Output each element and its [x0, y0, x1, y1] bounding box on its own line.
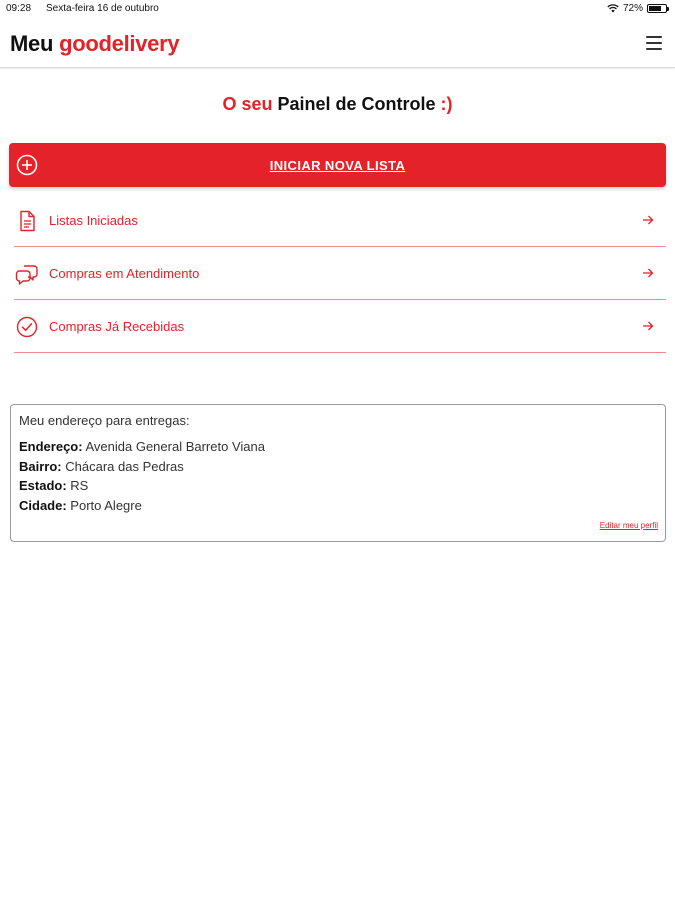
menu-item-compras-ja-recebidas[interactable] [14, 300, 666, 353]
page-title [0, 94, 675, 115]
menu-item-label: Compras em Atendimento [49, 266, 200, 281]
page-title-red: O seu [222, 94, 273, 114]
field-label: Cidade: [19, 497, 67, 513]
field-value: Chácara das Pedras [65, 458, 184, 474]
menu-line [646, 36, 662, 38]
app-header [0, 18, 675, 68]
battery-percent: 72% [622, 3, 643, 14]
status-right [607, 3, 667, 14]
edit-profile-link[interactable]: Editar meu perfil [599, 521, 658, 530]
menu-line [646, 48, 662, 50]
address-row-endereco [19, 437, 657, 457]
address-row-cidade [19, 496, 657, 516]
logo-brand: goodelivery [59, 31, 180, 56]
arrow-right-icon [642, 214, 654, 226]
address-row-bairro [19, 457, 657, 477]
address-card-title: Meu endereço para entregas: [19, 413, 190, 428]
hamburger-menu-icon[interactable] [646, 36, 662, 50]
chat-bubbles-icon [15, 262, 39, 286]
field-value: Avenida General Barreto Viana [85, 439, 265, 454]
menu-item-label: Listas Iniciadas [49, 213, 138, 228]
field-value: Porto Alegre [70, 497, 142, 513]
battery-icon [647, 4, 667, 13]
menu-item-label: Compras Já Recebidas [49, 319, 185, 334]
document-icon [15, 209, 39, 233]
logo-prefix: Meu [10, 31, 54, 56]
field-value: RS [70, 478, 89, 493]
address-row-estado [19, 476, 657, 496]
app-logo[interactable] [10, 31, 179, 57]
menu-item-compras-em-atendimento[interactable] [14, 247, 666, 300]
arrow-right-icon [642, 320, 654, 332]
menu-line [646, 42, 662, 44]
menu-item-listas-iniciadas[interactable] [14, 194, 666, 247]
delivery-address-card [10, 404, 666, 542]
field-label: Bairro: [19, 458, 62, 474]
arrow-right-icon [642, 267, 654, 279]
start-new-list-label: INICIAR NOVA LISTA [269, 158, 406, 173]
field-label: Estado: [19, 478, 67, 493]
check-circle-icon [15, 315, 39, 339]
page-title-smiley: :) [440, 94, 453, 114]
status-date: Sexta-feira 16 de outubro [46, 3, 159, 14]
battery-fill [649, 6, 661, 11]
page-title-main: Painel de Controle [277, 94, 436, 114]
dashboard-menu [14, 194, 666, 353]
start-new-list-button[interactable] [9, 143, 666, 187]
status-bar [0, 0, 675, 18]
wifi-icon [607, 4, 619, 13]
field-label: Endereço: [19, 439, 83, 454]
status-time: 09:28 [6, 3, 32, 14]
